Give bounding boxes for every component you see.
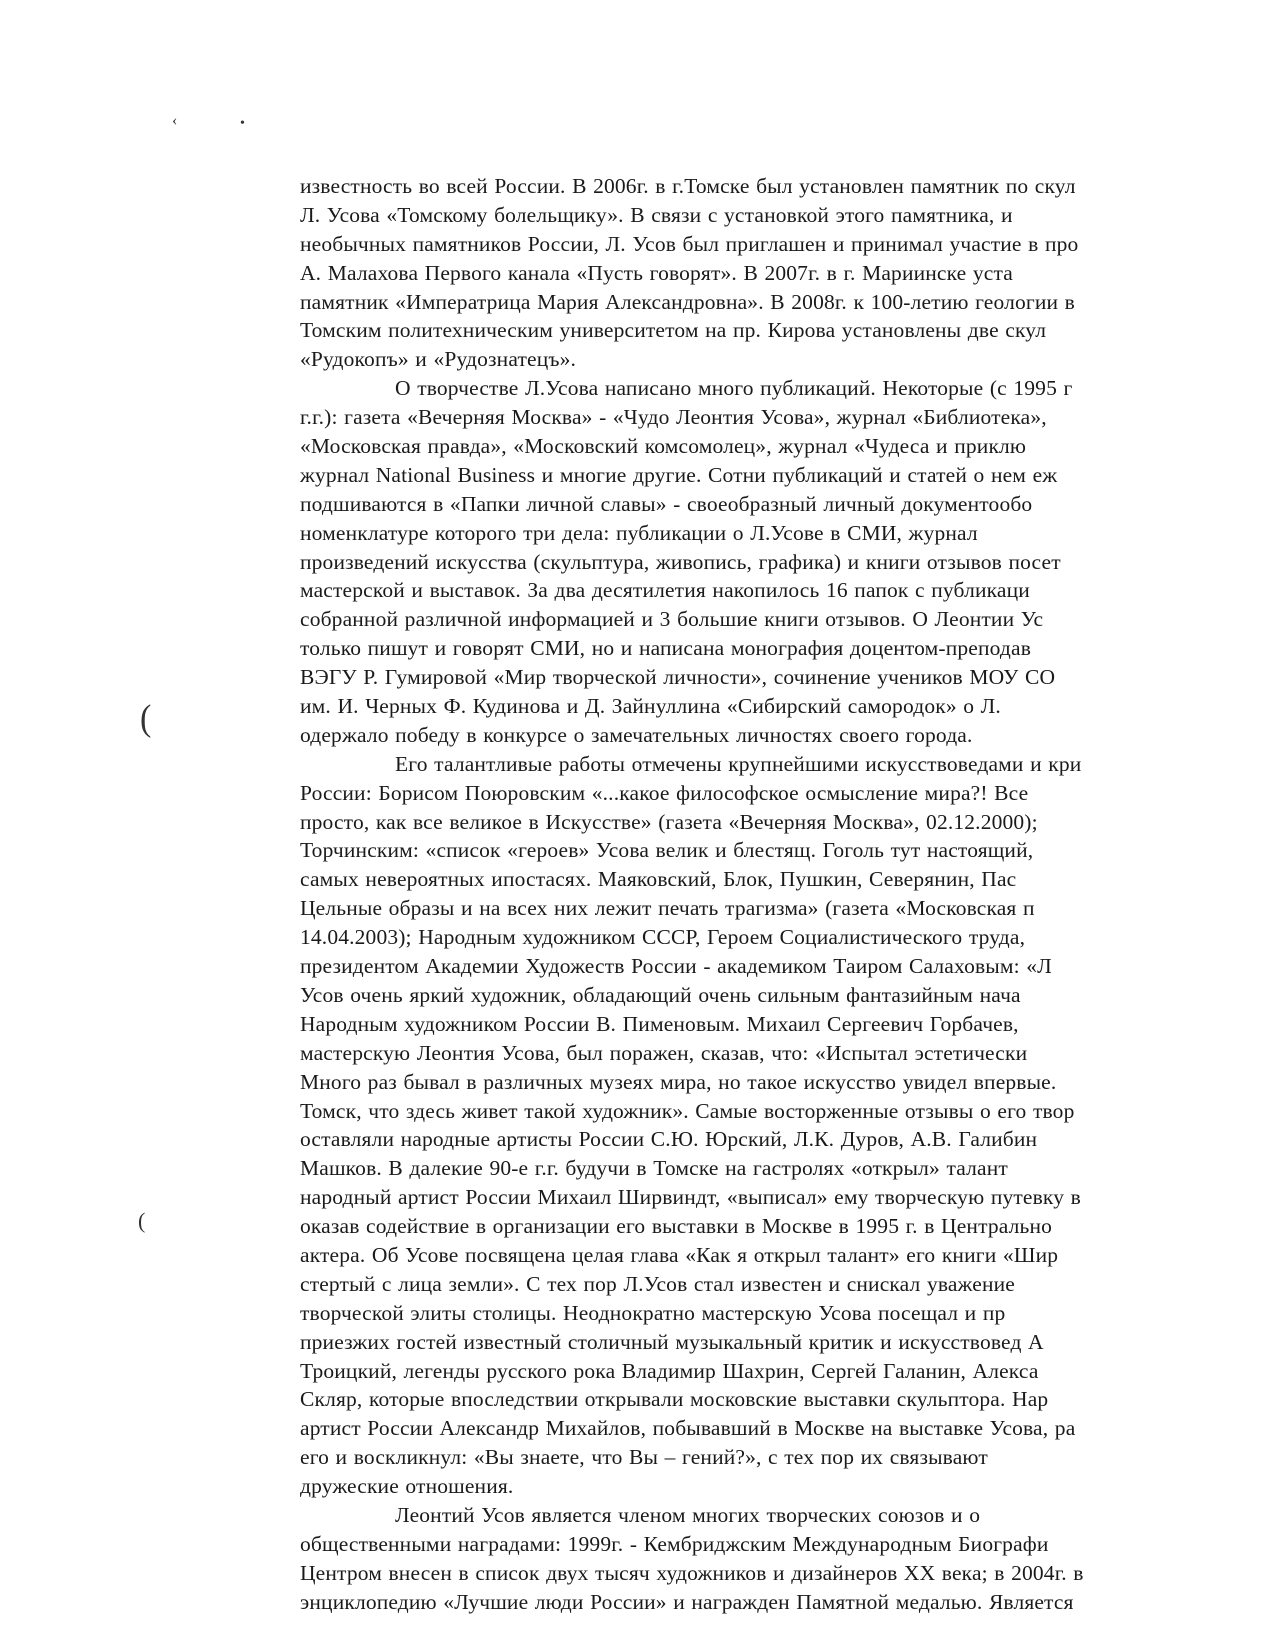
text-line: мастерской и выставок. За два десятилетия накопилось 16 папок с публикаци [300,578,1030,603]
text-line: его и воскликнул: «Вы знаете, что Вы – гений?», с тех пор их связывают [300,1445,988,1470]
text-line: артист России Александр Михайлов, побывавший в Москве на выставке Усова, ра [300,1416,1076,1441]
text-line: приезжих гостей известный столичный музыкальный критик и искусствовед А [300,1329,1044,1354]
text-line: журнал National Business и многие другие. Сотни публикаций и статей о нем еж [300,462,1058,487]
text-line: им. И. Черных Ф. Кудинова и Д. Зайнуллина «Сибирский самородок» о Л. [300,694,1001,719]
text-line: Л. Усова «Томскому болельщику». В связи с установкой этого памятника, и [300,202,1013,227]
document-page-text [300,172,1275,1650]
text-line: А. Малахова Первого канала «Пусть говорят». В 2007г. в г. Мариинске уста [300,260,1013,285]
text-line: оставляли народные артисты России С.Ю. Юрский, Л.К. Дуров, А.В. Галибин [300,1127,1038,1152]
text-line: памятник «Императрица Мария Александровна». В 2008г. к 100-летию геологии в [300,289,1075,314]
text-line: мастерскую Леонтия Усова, был поражен, сказав, что: «Испытал эстетически [300,1040,1028,1065]
text-line: Его талантливые работы отмечены крупнейшими искусствоведами и кри [395,751,1082,776]
text-line: «Рудокопъ» и «Рудознатецъ». [300,347,577,372]
text-line: только пишут и говорят СМИ, но и написана монография доцентом-преподав [300,636,1032,661]
text-line: президентом Академии Художеств России - академиком Таиром Салаховым: «Л [300,954,1052,979]
margin-binding-mark: ( [140,698,152,739]
text-line: Троицкий, легенды русского рока Владимир Шахрин, Сергей Галанин, Алекса [300,1358,1039,1383]
scan-artifact-mark: ‹ [172,112,178,129]
text-line: необычных памятников России, Л. Усов был приглашен и принимал участие в про [300,231,1079,256]
text-line: подшиваются в «Папки личной славы» - своеобразный личный документообо [300,491,1033,516]
text-line: стертый с лица земли». С тех пор Л.Усов стал известен и снискал уважение [300,1271,1015,1296]
text-line: Много раз бывал в различных музеях мира, но такое искусство увидел впервые. [300,1069,1057,1094]
text-line: Усов очень яркий художник, обладающий очень сильным фантазийным нача [300,982,1021,1007]
text-line: Центром внесен в список двух тысяч художников и дизайнеров XX века; в 2004г. в [300,1560,1084,1585]
text-line: просто, как все великое в Искусстве» (газета «Вечерняя Москва», 02.12.2000); [300,809,1038,834]
text-line: Леонтий Усов является членом многих творческих союзов и о [395,1502,981,1527]
text-line: собранной различной информацией и 3 большие книги отзывов. О Леонтии Ус [300,607,1044,632]
text-line: народный артист России Михаил Ширвиндт, «выписал» ему творческую путевку в [300,1185,1081,1210]
text-line: дружеские отношения. [300,1474,514,1499]
text-line: Машков. В далекие 90-е г.г. будучи в Томске на гастролях «открыл» талант [300,1156,1008,1181]
text-line: Томск, что здесь живет такой художник». Самые восторженные отзывы о его твор [300,1098,1075,1123]
text-line: Цельные образы и на всех них лежит печать трагизма» (газета «Московская п [300,896,1035,921]
text-line: известность во всей России. В 2006г. в г.Томске был установлен памятник по скул [300,174,1076,198]
text-line: одержало победу в конкурсе о замечательных личностях своего города. [300,722,973,747]
text-line: Скляр, которые впоследствии открывали московские выставки скульптора. Нар [300,1387,1049,1412]
text-line: ВЭГУ Р. Гумировой «Мир творческой личности», сочинение учеников МОУ СО [300,665,1056,690]
text-line: 14.04.2003); Народным художником СССР, Героем Социалистического труда, [300,925,1026,950]
text-line: общественными наградами: 1999г. - Кембриджским Международным Биографи [300,1531,1049,1556]
text-line: номенклатуре которого три дела: публикации о Л.Усове в СМИ, журнал [300,520,978,545]
text-line: Торчинским: «список «героев» Усова велик и блестящ. Гоголь тут настоящий, [300,838,1034,863]
margin-binding-mark: ( [138,1208,146,1233]
text-line: актера. Об Усове посвящена целая глава «Как я открыл талант» его книги «Шир [300,1242,1059,1267]
text-line: «Московская правда», «Московский комсомолец», журнал «Чудеса и приклю [300,434,1027,459]
scan-artifact-mark: • [240,116,245,131]
text-line: творческой элиты столицы. Неоднократно мастерскую Усова посещал и пр [300,1300,1006,1325]
text-line: Народным художником России В. Пименовым. Михаил Сергеевич Горбачев, [300,1011,1019,1036]
text-line: оказав содействие в организации его выставки в Москве в 1995 г. в Центрально [300,1214,1053,1239]
text-line: произведений искусства (скульптура, живопись, графика) и книги отзывов посет [300,549,1061,574]
text-line: энциклопедию «Лучшие люди России» и награжден Памятной медалью. Является [300,1589,1074,1614]
text-line: самых невероятных ипостасях. Маяковский, Блок, Пушкин, Северянин, Пас [300,867,1017,892]
text-line: России: Борисом Поюровским «...какое философское осмысление мира?! Все [300,780,1029,805]
text-line: г.г.): газета «Вечерняя Москва» - «Чудо Леонтия Усова», журнал «Библиотека», [300,405,1047,430]
text-line: О творчестве Л.Усова написано много публикаций. Некоторые (с 1995 г [395,376,1073,401]
text-line: Томским политехническим университетом на пр. Кирова установлены две скул [300,318,1047,343]
